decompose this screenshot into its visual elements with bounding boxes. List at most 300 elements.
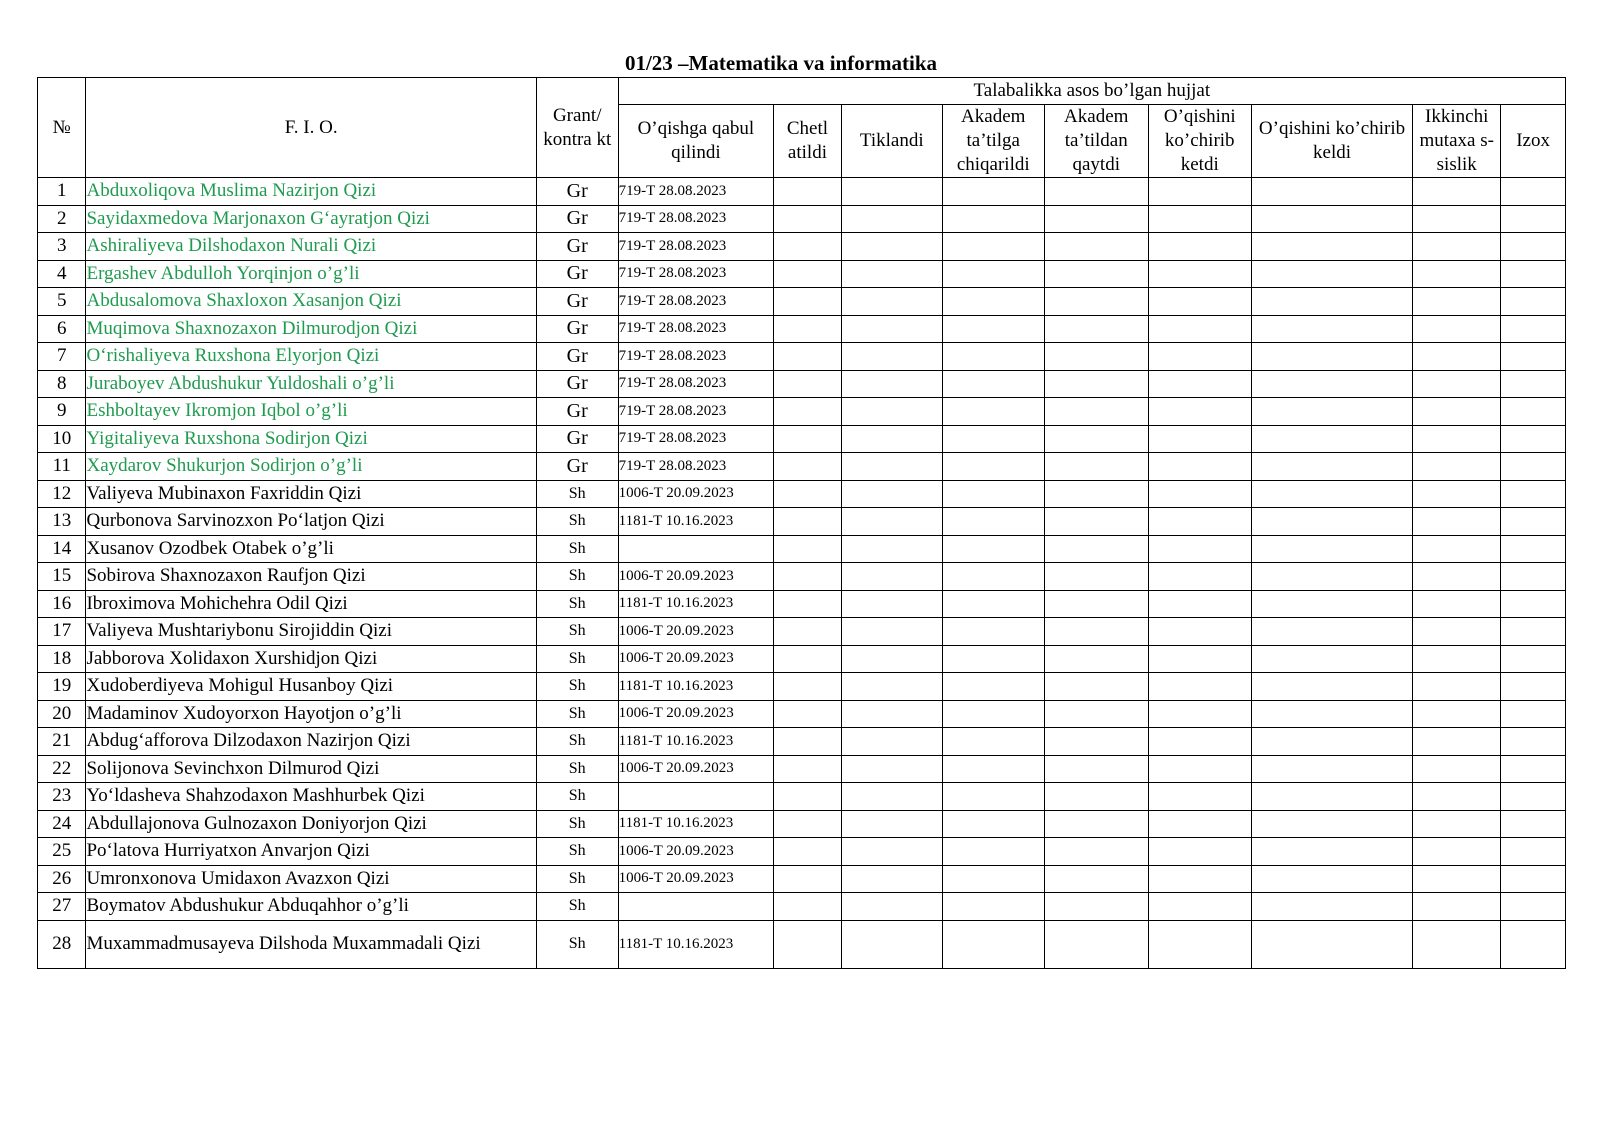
row-number: 18 [38,645,86,673]
note-cell [1501,865,1566,893]
second-specialty-cell [1413,260,1501,288]
transferred-in-cell [1251,453,1413,481]
admission-order-cell: 719-T 28.08.2023 [618,178,774,206]
restored-cell [841,563,942,591]
restored-cell [841,838,942,866]
academic-return-cell [1044,645,1148,673]
second-specialty-cell [1413,508,1501,536]
admission-order-cell: 719-T 28.08.2023 [618,260,774,288]
grant-contract-cell: Gr [536,370,618,398]
second-specialty-cell [1413,425,1501,453]
academic-return-cell [1044,920,1148,968]
academic-return-cell [1044,618,1148,646]
grant-contract-cell: Gr [536,425,618,453]
grant-contract-cell: Gr [536,453,618,481]
transferred-out-cell [1148,920,1251,968]
row-number: 21 [38,728,86,756]
grant-contract-cell: Sh [536,618,618,646]
row-number: 19 [38,673,86,701]
row-number: 3 [38,233,86,261]
grant-contract-cell: Sh [536,810,618,838]
transferred-out-cell [1148,260,1251,288]
header-document-group: Talabalikka asos bo’lgan hujjat [618,78,1565,105]
academic-return-cell [1044,810,1148,838]
expelled-cell [774,425,842,453]
expelled-cell [774,178,842,206]
second-specialty-cell [1413,288,1501,316]
second-specialty-cell [1413,755,1501,783]
table-row [38,618,1566,646]
academic-return-cell [1044,700,1148,728]
academic-return-cell [1044,425,1148,453]
row-number: 1 [38,178,86,206]
admission-order-cell [618,783,774,811]
second-specialty-cell [1413,673,1501,701]
second-specialty-cell [1413,645,1501,673]
header-restored: Tiklandi [841,105,942,178]
grant-contract-cell: Sh [536,563,618,591]
table-row [38,838,1566,866]
header-second-specialty: Ikkinchi mutaxa s-sislik [1413,105,1501,178]
student-name: Juraboyev Abdushukur Yuldoshali o’g’li [86,370,536,398]
note-cell [1501,370,1566,398]
transferred-in-cell [1251,508,1413,536]
student-name: Qurbonova Sarvinozxon Po‘latjon Qizi [86,508,536,536]
second-specialty-cell [1413,398,1501,426]
second-specialty-cell [1413,453,1501,481]
student-name: Muxammadmusayeva Dilshoda Muxammadali Qizi [86,920,536,968]
restored-cell [841,700,942,728]
transferred-in-cell [1251,178,1413,206]
transferred-in-cell [1251,563,1413,591]
admission-order-cell: 1006-T 20.09.2023 [618,700,774,728]
transferred-out-cell [1148,453,1251,481]
academic-return-cell [1044,315,1148,343]
admission-order-cell: 1006-T 20.09.2023 [618,480,774,508]
table-row [38,700,1566,728]
row-number: 25 [38,838,86,866]
table-row [38,315,1566,343]
row-number: 5 [38,288,86,316]
academic-return-cell [1044,205,1148,233]
student-name: Ashiraliyeva Dilshodaxon Nurali Qizi [86,233,536,261]
header-number: № [38,78,86,178]
expelled-cell [774,288,842,316]
transferred-out-cell [1148,755,1251,783]
grant-contract-cell: Gr [536,233,618,261]
grant-contract-cell: Sh [536,508,618,536]
grant-contract-cell: Sh [536,783,618,811]
transferred-in-cell [1251,288,1413,316]
table-row [38,535,1566,563]
note-cell [1501,893,1566,921]
grant-contract-cell: Gr [536,178,618,206]
academic-leave-cell [942,838,1044,866]
academic-leave-cell [942,865,1044,893]
expelled-cell [774,398,842,426]
transferred-in-cell [1251,590,1413,618]
academic-leave-cell [942,233,1044,261]
row-number: 11 [38,453,86,481]
expelled-cell [774,673,842,701]
expelled-cell [774,343,842,371]
note-cell [1501,315,1566,343]
academic-return-cell [1044,838,1148,866]
note-cell [1501,453,1566,481]
admission-order-cell: 1006-T 20.09.2023 [618,838,774,866]
second-specialty-cell [1413,233,1501,261]
transferred-out-cell [1148,508,1251,536]
grant-contract-cell: Sh [536,673,618,701]
note-cell [1501,178,1566,206]
grant-contract-cell: Gr [536,205,618,233]
row-number: 14 [38,535,86,563]
transferred-in-cell [1251,205,1413,233]
table-row [38,810,1566,838]
academic-return-cell [1044,673,1148,701]
document-title: 01/23 –Matematika va informatika [624,51,938,75]
transferred-in-cell [1251,260,1413,288]
second-specialty-cell [1413,205,1501,233]
note-cell [1501,398,1566,426]
expelled-cell [774,233,842,261]
academic-return-cell [1044,563,1148,591]
academic-leave-cell [942,700,1044,728]
admission-order-cell: 1181-T 10.16.2023 [618,590,774,618]
table-row [38,480,1566,508]
note-cell [1501,260,1566,288]
second-specialty-cell [1413,315,1501,343]
academic-return-cell [1044,728,1148,756]
transferred-in-cell [1251,370,1413,398]
student-name: Boymatov Abdushukur Abduqahhor o’g’li [86,893,536,921]
restored-cell [841,288,942,316]
table-row [38,673,1566,701]
second-specialty-cell [1413,728,1501,756]
student-name: Abdusalomova Shaxloxon Xasanjon Qizi [86,288,536,316]
transferred-out-cell [1148,480,1251,508]
expelled-cell [774,205,842,233]
academic-leave-cell [942,810,1044,838]
row-number: 26 [38,865,86,893]
second-specialty-cell [1413,178,1501,206]
grant-contract-cell: Gr [536,343,618,371]
header-note: Izox [1501,105,1566,178]
admission-order-cell: 719-T 28.08.2023 [618,453,774,481]
expelled-cell [774,480,842,508]
header-admitted: O’qishga qabul qilindi [618,105,774,178]
table-row [38,398,1566,426]
transferred-out-cell [1148,288,1251,316]
row-number: 16 [38,590,86,618]
row-number: 28 [38,920,86,968]
table-body [38,178,1566,969]
academic-return-cell [1044,783,1148,811]
admission-order-cell: 719-T 28.08.2023 [618,343,774,371]
student-name: Ibroximova Mohichehra Odil Qizi [86,590,536,618]
student-name: Po‘latova Hurriyatxon Anvarjon Qizi [86,838,536,866]
academic-return-cell [1044,535,1148,563]
table-row [38,783,1566,811]
transferred-in-cell [1251,425,1413,453]
row-number: 12 [38,480,86,508]
grant-contract-cell: Sh [536,700,618,728]
row-number: 8 [38,370,86,398]
restored-cell [841,425,942,453]
table-row [38,590,1566,618]
row-number: 7 [38,343,86,371]
note-cell [1501,810,1566,838]
table-row [38,288,1566,316]
note-cell [1501,673,1566,701]
student-name: Ergashev Abdulloh Yorqinjon o’g’li [86,260,536,288]
admission-order-cell: 1006-T 20.09.2023 [618,618,774,646]
note-cell [1501,838,1566,866]
header-transferred-out: O’qishini ko’chirib ketdi [1148,105,1251,178]
table-row [38,178,1566,206]
note-cell [1501,728,1566,756]
expelled-cell [774,755,842,783]
academic-leave-cell [942,425,1044,453]
academic-leave-cell [942,728,1044,756]
expelled-cell [774,893,842,921]
header-transferred-in: O’qishini ko’chirib keldi [1251,105,1413,178]
restored-cell [841,645,942,673]
restored-cell [841,920,942,968]
header-expelled: Chetl atildi [774,105,842,178]
academic-return-cell [1044,398,1148,426]
transferred-in-cell [1251,645,1413,673]
table-row [38,755,1566,783]
note-cell [1501,205,1566,233]
grant-contract-cell: Sh [536,590,618,618]
academic-leave-cell [942,453,1044,481]
transferred-out-cell [1148,535,1251,563]
academic-leave-cell [942,563,1044,591]
row-number: 6 [38,315,86,343]
row-number: 27 [38,893,86,921]
transferred-out-cell [1148,618,1251,646]
transferred-out-cell [1148,893,1251,921]
transferred-out-cell [1148,178,1251,206]
second-specialty-cell [1413,838,1501,866]
academic-return-cell [1044,288,1148,316]
table-row [38,370,1566,398]
student-name: Madaminov Xudoyorxon Hayotjon o’g’li [86,700,536,728]
academic-leave-cell [942,783,1044,811]
student-name: Muqimova Shaxnozaxon Dilmurodjon Qizi [86,315,536,343]
student-name: Valiyeva Mushtariybonu Sirojiddin Qizi [86,618,536,646]
expelled-cell [774,370,842,398]
academic-return-cell [1044,178,1148,206]
transferred-out-cell [1148,398,1251,426]
restored-cell [841,810,942,838]
expelled-cell [774,535,842,563]
grant-contract-cell: Sh [536,480,618,508]
second-specialty-cell [1413,343,1501,371]
second-specialty-cell [1413,783,1501,811]
academic-leave-cell [942,508,1044,536]
expelled-cell [774,453,842,481]
second-specialty-cell [1413,893,1501,921]
restored-cell [841,783,942,811]
note-cell [1501,618,1566,646]
transferred-in-cell [1251,343,1413,371]
header-academic-leave: Akadem ta’tilga chiqarildi [942,105,1044,178]
student-name: Solijonova Sevinchxon Dilmurod Qizi [86,755,536,783]
row-number: 24 [38,810,86,838]
admission-order-cell: 719-T 28.08.2023 [618,370,774,398]
transferred-out-cell [1148,810,1251,838]
row-number: 20 [38,700,86,728]
academic-leave-cell [942,893,1044,921]
second-specialty-cell [1413,563,1501,591]
restored-cell [841,618,942,646]
restored-cell [841,398,942,426]
restored-cell [841,755,942,783]
expelled-cell [774,728,842,756]
expelled-cell [774,508,842,536]
transferred-out-cell [1148,700,1251,728]
student-name: Valiyeva Mubinaxon Faxriddin Qizi [86,480,536,508]
row-number: 23 [38,783,86,811]
row-number: 15 [38,563,86,591]
academic-leave-cell [942,673,1044,701]
grant-contract-cell: Gr [536,315,618,343]
grant-contract-cell: Sh [536,755,618,783]
admission-order-cell: 1181-T 10.16.2023 [618,673,774,701]
admission-order-cell: 719-T 28.08.2023 [618,315,774,343]
academic-leave-cell [942,343,1044,371]
row-number: 22 [38,755,86,783]
table-row [38,453,1566,481]
expelled-cell [774,260,842,288]
row-number: 17 [38,618,86,646]
admission-order-cell [618,535,774,563]
transferred-in-cell [1251,480,1413,508]
transferred-out-cell [1148,865,1251,893]
transferred-in-cell [1251,233,1413,261]
transferred-in-cell [1251,315,1413,343]
academic-return-cell [1044,370,1148,398]
academic-leave-cell [942,480,1044,508]
transferred-out-cell [1148,783,1251,811]
transferred-in-cell [1251,865,1413,893]
transferred-in-cell [1251,893,1413,921]
student-name: Yo‘ldasheva Shahzodaxon Mashhurbek Qizi [86,783,536,811]
student-name: Abduxoliqova Muslima Nazirjon Qizi [86,178,536,206]
note-cell [1501,425,1566,453]
header-fio: F. I. O. [86,78,536,178]
academic-leave-cell [942,590,1044,618]
table-row [38,563,1566,591]
academic-return-cell [1044,508,1148,536]
restored-cell [841,673,942,701]
transferred-out-cell [1148,563,1251,591]
admission-order-cell [618,893,774,921]
second-specialty-cell [1413,865,1501,893]
academic-leave-cell [942,288,1044,316]
academic-return-cell [1044,233,1148,261]
header-academic-return: Akadem ta’tildan qaytdi [1044,105,1148,178]
admission-order-cell: 1006-T 20.09.2023 [618,755,774,783]
transferred-in-cell [1251,920,1413,968]
second-specialty-cell [1413,618,1501,646]
expelled-cell [774,810,842,838]
row-number: 13 [38,508,86,536]
expelled-cell [774,645,842,673]
restored-cell [841,508,942,536]
transferred-out-cell [1148,645,1251,673]
academic-return-cell [1044,453,1148,481]
academic-leave-cell [942,370,1044,398]
restored-cell [841,205,942,233]
student-name: Xudoberdiyeva Mohigul Husanboy Qizi [86,673,536,701]
admission-order-cell: 1181-T 10.16.2023 [618,810,774,838]
note-cell [1501,700,1566,728]
note-cell [1501,590,1566,618]
academic-leave-cell [942,618,1044,646]
student-name: Abdullajonova Gulnozaxon Doniyorjon Qizi [86,810,536,838]
expelled-cell [774,563,842,591]
student-name: Umronxonova Umidaxon Avazxon Qizi [86,865,536,893]
grant-contract-cell: Sh [536,838,618,866]
admission-order-cell: 1181-T 10.16.2023 [618,508,774,536]
academic-return-cell [1044,865,1148,893]
row-number: 4 [38,260,86,288]
transferred-in-cell [1251,810,1413,838]
note-cell [1501,233,1566,261]
expelled-cell [774,618,842,646]
admission-order-cell: 1181-T 10.16.2023 [618,728,774,756]
second-specialty-cell [1413,370,1501,398]
transferred-out-cell [1148,233,1251,261]
transferred-in-cell [1251,838,1413,866]
student-name: Eshboltayev Ikromjon Iqbol o’g’li [86,398,536,426]
student-table [37,77,1566,969]
transferred-in-cell [1251,728,1413,756]
restored-cell [841,480,942,508]
row-number: 2 [38,205,86,233]
academic-leave-cell [942,205,1044,233]
note-cell [1501,535,1566,563]
row-number: 10 [38,425,86,453]
academic-leave-cell [942,178,1044,206]
expelled-cell [774,920,842,968]
student-name: Jabborova Xolidaxon Xurshidjon Qizi [86,645,536,673]
transferred-out-cell [1148,205,1251,233]
grant-contract-cell: Sh [536,893,618,921]
admission-order-cell: 719-T 28.08.2023 [618,233,774,261]
grant-contract-cell: Gr [536,398,618,426]
transferred-in-cell [1251,535,1413,563]
second-specialty-cell [1413,920,1501,968]
admission-order-cell: 1006-T 20.09.2023 [618,865,774,893]
note-cell [1501,480,1566,508]
expelled-cell [774,838,842,866]
student-name: Xaydarov Shukurjon Sodirjon o’g’li [86,453,536,481]
admission-order-cell: 719-T 28.08.2023 [618,288,774,316]
academic-return-cell [1044,755,1148,783]
table-row [38,645,1566,673]
grant-contract-cell: Sh [536,865,618,893]
table-row [38,233,1566,261]
second-specialty-cell [1413,535,1501,563]
restored-cell [841,728,942,756]
student-name: Yigitaliyeva Ruxshona Sodirjon Qizi [86,425,536,453]
table-row [38,920,1566,968]
note-cell [1501,343,1566,371]
